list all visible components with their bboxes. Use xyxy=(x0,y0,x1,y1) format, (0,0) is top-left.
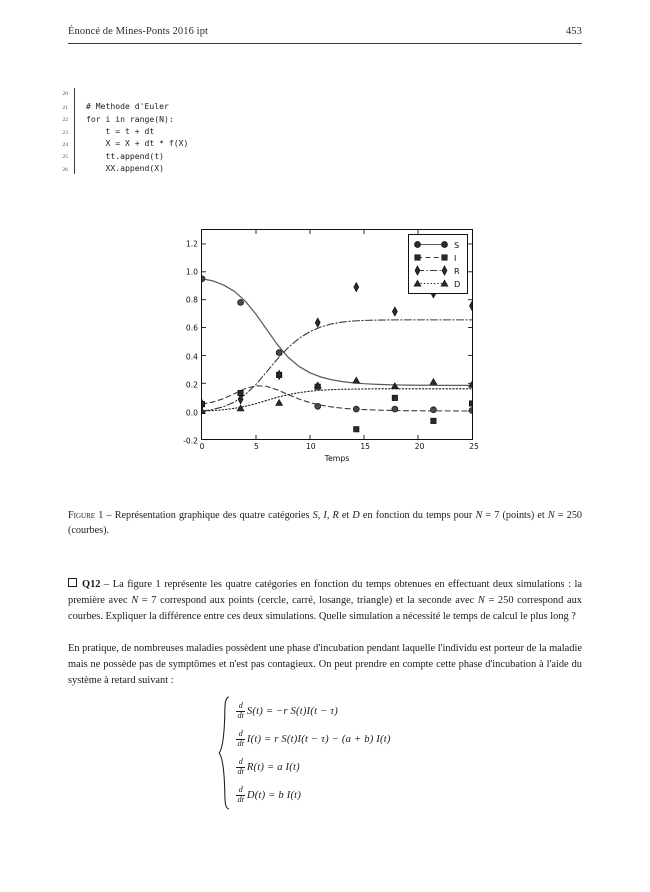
data-point-r xyxy=(315,318,320,327)
data-point-i xyxy=(469,401,472,406)
data-point-d xyxy=(353,377,360,383)
question-n-1: N xyxy=(131,595,139,607)
x-tick-label: 0 xyxy=(199,442,205,451)
data-point-s xyxy=(469,407,472,413)
data-point-r xyxy=(202,400,204,409)
caption-symbol-s: S xyxy=(312,510,318,521)
data-point-s xyxy=(315,403,321,409)
caption-curves: (courbes). xyxy=(68,525,110,537)
equation-rows xyxy=(230,696,391,810)
y-tick-label: 1.0 xyxy=(185,267,198,277)
caption-label: Figure 1 xyxy=(68,510,104,521)
equation-row xyxy=(236,725,391,753)
legend-marker xyxy=(441,280,448,286)
caption-eq-1: = 7 xyxy=(482,510,500,521)
curve-r xyxy=(202,320,472,411)
fraction-numerator: d xyxy=(238,757,243,767)
plot-container xyxy=(166,222,484,472)
x-tick-label: 5 xyxy=(253,442,259,451)
equation-row xyxy=(236,781,391,809)
legend-marker xyxy=(415,242,421,248)
equation-row xyxy=(236,697,391,725)
legend-item-d xyxy=(413,277,463,290)
legend-label-s: S xyxy=(454,239,460,250)
x-tick-label: 15 xyxy=(360,442,371,451)
caption-dash: – xyxy=(106,510,112,521)
fraction-denominator: dt xyxy=(237,710,244,720)
legend-item-s xyxy=(413,238,463,251)
fraction-numerator: d xyxy=(238,785,243,795)
code-gutter-rule xyxy=(74,125,75,137)
legend-item-i xyxy=(413,251,463,264)
code-line xyxy=(52,113,188,125)
y-tick-label: -0.2 xyxy=(183,436,198,446)
legend-label-r: R xyxy=(454,265,460,276)
legend-label-i: I xyxy=(454,252,457,263)
code-line xyxy=(52,137,188,149)
y-tick-label: 1.2 xyxy=(185,239,198,249)
fraction-denominator: dt xyxy=(237,738,244,748)
legend-sample-s xyxy=(413,238,449,251)
data-point-s xyxy=(430,407,436,413)
caption-text-b: en fonction du temps pour xyxy=(359,510,476,521)
legend-sample-d xyxy=(413,277,449,290)
caption-text-a: Représentation graphique des quatre catégories xyxy=(114,510,313,521)
code-gutter-rule xyxy=(74,113,75,125)
chart-legend xyxy=(408,234,468,294)
data-point-d xyxy=(430,379,437,385)
data-point-s xyxy=(238,299,244,305)
figure-caption xyxy=(68,508,582,538)
y-tick-label: 0.8 xyxy=(185,295,198,305)
code-line xyxy=(52,88,188,100)
caption-n-2: N xyxy=(547,510,555,521)
code-line-number: 20 xyxy=(62,90,68,97)
question-text-a: La figure 1 représente les quatre catégories en fonction du temps obtenues en effectuant deux simulations : la première avec xyxy=(68,579,582,607)
question-eq-2: = 250 xyxy=(484,595,514,607)
equation-body: R(t) = a I(t) xyxy=(246,761,300,773)
x-tick-label: 10 xyxy=(305,442,316,451)
brace-glyph xyxy=(218,696,230,810)
code-line xyxy=(52,125,188,137)
fraction-numerator: d xyxy=(238,729,243,739)
data-point-d xyxy=(276,400,283,406)
legend-item-r xyxy=(413,264,463,277)
legend-marker xyxy=(442,255,447,260)
data-point-d xyxy=(237,405,244,411)
data-point-s xyxy=(202,276,205,282)
code-line xyxy=(52,162,188,174)
code-line-text: X = X + dt * f(X) xyxy=(86,138,189,149)
code-line-text: t = t + dt xyxy=(86,126,155,137)
data-point-s xyxy=(353,406,359,412)
legend-label-d: D xyxy=(454,278,461,289)
page-number: 453 xyxy=(565,26,582,37)
data-point-r xyxy=(354,283,359,292)
question-label: Q12 xyxy=(82,579,101,590)
code-line-number: 24 xyxy=(62,141,68,148)
code-gutter-rule xyxy=(74,100,75,112)
data-point-r xyxy=(470,301,472,310)
question-text-b: correspond aux points (cercle, carré, losange, triangle) et la seconde avec xyxy=(156,595,478,607)
caption-symbol-d: D xyxy=(352,510,360,521)
page-header xyxy=(68,26,582,37)
header-title: Énoncé de Mines-Ponts 2016 ipt xyxy=(68,26,209,37)
data-point-s xyxy=(392,406,398,412)
equation-body: S(t) = −r S(t)I(t − τ) xyxy=(246,705,338,717)
data-point-i xyxy=(392,395,397,400)
data-point-i xyxy=(431,418,436,423)
code-line-text: for i in range(N): xyxy=(86,113,174,124)
caption-symbol-r: R xyxy=(332,510,339,521)
equation-system xyxy=(218,696,391,810)
derivative-fraction xyxy=(236,786,245,804)
code-line xyxy=(52,150,188,162)
code-line xyxy=(52,100,188,112)
data-point-i xyxy=(354,427,359,432)
paragraph-incubation: En pratique, de nombreuses maladies possèdent une phase d'incubation pendant laquelle l'individu est porteur de la maladie mais ne possède pas de symptômes et n'est pas contagieux. On peut prendre en compte cette phase d'incubation à l'aide du système à retard suivant : xyxy=(68,643,582,687)
fraction-denominator: dt xyxy=(237,766,244,776)
caption-n-1: N xyxy=(475,510,483,521)
header-rule xyxy=(68,43,582,44)
y-tick-label: 0.2 xyxy=(185,380,198,390)
legend-sample-r xyxy=(413,264,449,277)
caption-and: et xyxy=(338,510,353,521)
code-gutter-rule xyxy=(74,88,75,100)
code-gutter-rule xyxy=(74,137,75,149)
data-point-s xyxy=(276,350,282,356)
y-tick-label: 0.4 xyxy=(185,352,198,362)
legend-marker xyxy=(442,266,447,275)
code-listing xyxy=(52,88,188,174)
legend-marker xyxy=(415,266,420,275)
y-tick-label: 0.0 xyxy=(185,408,198,418)
legend-marker xyxy=(414,280,421,286)
y-tick-label: 0.6 xyxy=(185,323,198,333)
question-dash: – xyxy=(104,579,110,590)
x-tick-label: 20 xyxy=(414,442,425,451)
derivative-fraction xyxy=(236,758,245,776)
caption-points: (points) et xyxy=(499,510,548,521)
legend-sample-i xyxy=(413,251,449,264)
x-axis-label: Temps xyxy=(324,454,350,463)
code-line-number: 21 xyxy=(62,104,68,111)
left-brace-icon xyxy=(218,696,230,810)
data-point-r xyxy=(277,370,282,379)
derivative-fraction xyxy=(236,730,245,748)
fraction-numerator: d xyxy=(238,701,243,711)
data-point-d xyxy=(469,381,472,387)
code-gutter-rule xyxy=(74,150,75,162)
x-tick-label: 25 xyxy=(469,442,479,451)
code-line-text: XX.append(X) xyxy=(86,163,164,174)
legend-marker xyxy=(442,242,448,248)
question-text-c: correspond aux courbes. Expliquer la différence entre ces deux simulations. Quelle simulation a nécessité le temps de calcul le plus long ? xyxy=(68,595,582,623)
legend-marker xyxy=(415,255,420,260)
question-n-2: N xyxy=(477,595,485,607)
code-gutter-rule xyxy=(74,162,75,174)
fraction-denominator: dt xyxy=(237,794,244,804)
caption-sep-2: , xyxy=(326,510,333,521)
data-point-d xyxy=(391,383,398,389)
caption-eq-2: = 250 xyxy=(554,510,583,521)
code-line-number: 25 xyxy=(62,154,68,161)
derivative-fraction xyxy=(236,702,245,720)
chart-axes xyxy=(183,229,479,451)
caption-sep-1: , xyxy=(317,510,324,521)
equation-row xyxy=(236,753,391,781)
checkbox-icon xyxy=(68,578,77,587)
equation-body: I(t) = r S(t)I(t − τ) − (a + b) I(t) xyxy=(246,733,391,745)
code-line-number: 23 xyxy=(62,129,68,136)
code-line-text: tt.append(t) xyxy=(86,150,164,161)
caption-symbol-i: I xyxy=(323,510,327,521)
question-eq-1: = 7 xyxy=(138,595,157,607)
code-line-text: # Methode d'Euler xyxy=(86,101,169,112)
data-point-r xyxy=(392,307,397,316)
figure-1 xyxy=(0,222,650,472)
equation-body: D(t) = b I(t) xyxy=(246,789,302,801)
code-line-number: 22 xyxy=(62,117,68,124)
code-line-number: 26 xyxy=(62,166,68,173)
question-q12 xyxy=(68,577,582,625)
